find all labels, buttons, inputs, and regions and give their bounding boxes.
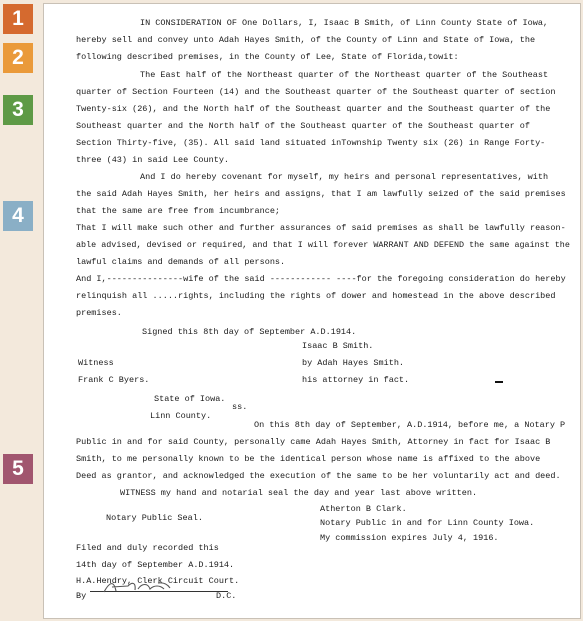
deed-line: hereby sell and convey unto Adah Hayes Smith, of the County of Linn and State of Iowa, the	[76, 35, 536, 45]
ack-line: Public in and for said County, personally came Adah Hayes Smith, Attorney in fact for Isaac B	[76, 437, 551, 447]
witness-name: Frank C Byers.	[78, 375, 150, 385]
section-badge-1: 1	[3, 4, 33, 34]
deed-line: Section Thirty-five, (35). All said land situated inTownship Twenty six (26) in Range Forty-	[76, 138, 546, 148]
venue-state: State of Iowa.	[154, 394, 226, 404]
ack-line: Deed as grantor, and acknowledged the execution of the same to be her voluntarily act and deed.	[76, 471, 561, 481]
notary-commission: My commission expires July 4, 1916.	[320, 533, 499, 543]
notary-name: Atherton B Clark.	[320, 504, 407, 514]
section-badge-4: 4	[3, 201, 33, 231]
notary-title: Notary Public in and for Linn County Iowa.	[320, 518, 535, 528]
deed-line: lawful claims and demands of all persons.	[76, 257, 286, 267]
by-label: By	[76, 591, 87, 601]
grantor-attorney: by Adah Hayes Smith.	[302, 358, 405, 368]
deed-line: That I will make such other and further assurances of said premises as shall be lawfully reason-	[76, 223, 566, 233]
clerk-signature	[102, 579, 172, 595]
section-badge-5: 5	[3, 454, 33, 484]
signed-date: Signed this 8th day of September A.D.1914.	[142, 327, 357, 337]
deed-line: premises.	[76, 308, 122, 318]
deed-line: following described premises, in the County of Lee, State of Florida,towit:	[76, 52, 459, 62]
deed-line: Twenty-six (26), and the North half of the Southeast quarter and the Southeast quarter of the	[76, 104, 551, 114]
stray-mark	[495, 381, 503, 383]
deed-line: relinquish all .....rights, including the rights of dower and homestead in the above described	[76, 291, 556, 301]
venue-ss: ss.	[232, 402, 248, 412]
section-badge-2: 2	[3, 43, 33, 73]
grantor-name: Isaac B Smith.	[302, 341, 374, 351]
deed-line: that the same are free from incumbrance;	[76, 206, 281, 216]
filed-line: H.A.Hendry, Clerk Circuit Court.	[76, 576, 240, 586]
ack-line: On this 8th day of September, A.D.1914, before me, a Notary P	[254, 420, 566, 430]
deed-line: Southeast quarter and the North half of the Southeast quarter of the Southeast quarter of	[76, 121, 530, 131]
deed-line: The East half of the Northeast quarter of the Northeast quarter of the Southeast	[140, 70, 549, 80]
witness-label: Witness	[78, 358, 114, 368]
deed-document	[43, 3, 581, 619]
by-suffix: D.C.	[216, 591, 237, 601]
venue-county: Linn County.	[150, 411, 212, 421]
notary-seal: Notary Public Seal.	[106, 513, 203, 523]
deed-line: And I,---------------wife of the said ------------ ----for the foregoing consideration do hereby	[76, 274, 566, 284]
section-badge-3: 3	[3, 95, 33, 125]
filed-line: 14th day of September A.D.1914.	[76, 560, 235, 570]
grantor-capacity: his attorney in fact.	[302, 375, 410, 385]
ack-line: WITNESS my hand and notarial seal the day and year last above written.	[120, 488, 478, 498]
ack-line: Smith, to me personally known to be the identical person whose name is affixed to the above	[76, 454, 541, 464]
deed-line: IN CONSIDERATION OF One Dollars, I, Isaac B Smith, of Linn County State of Iowa,	[140, 18, 549, 28]
deed-line: three (43) in said Lee County.	[76, 155, 230, 165]
deed-line: able advised, devised or required, and that I will forever WARRANT AND DEFEND the same against the	[76, 240, 570, 250]
deed-line: quarter of Section Fourteen (14) and the Southeast quarter of the Southeast quarter of section	[76, 87, 556, 97]
filed-line: Filed and duly recorded this	[76, 543, 219, 553]
deed-line: the said Adah Hayes Smith, her heirs and assigns, that I am lawfully seized of the said premises	[76, 189, 566, 199]
deed-line: And I do hereby covenant for myself, my heirs and personal representatives, with	[140, 172, 549, 182]
